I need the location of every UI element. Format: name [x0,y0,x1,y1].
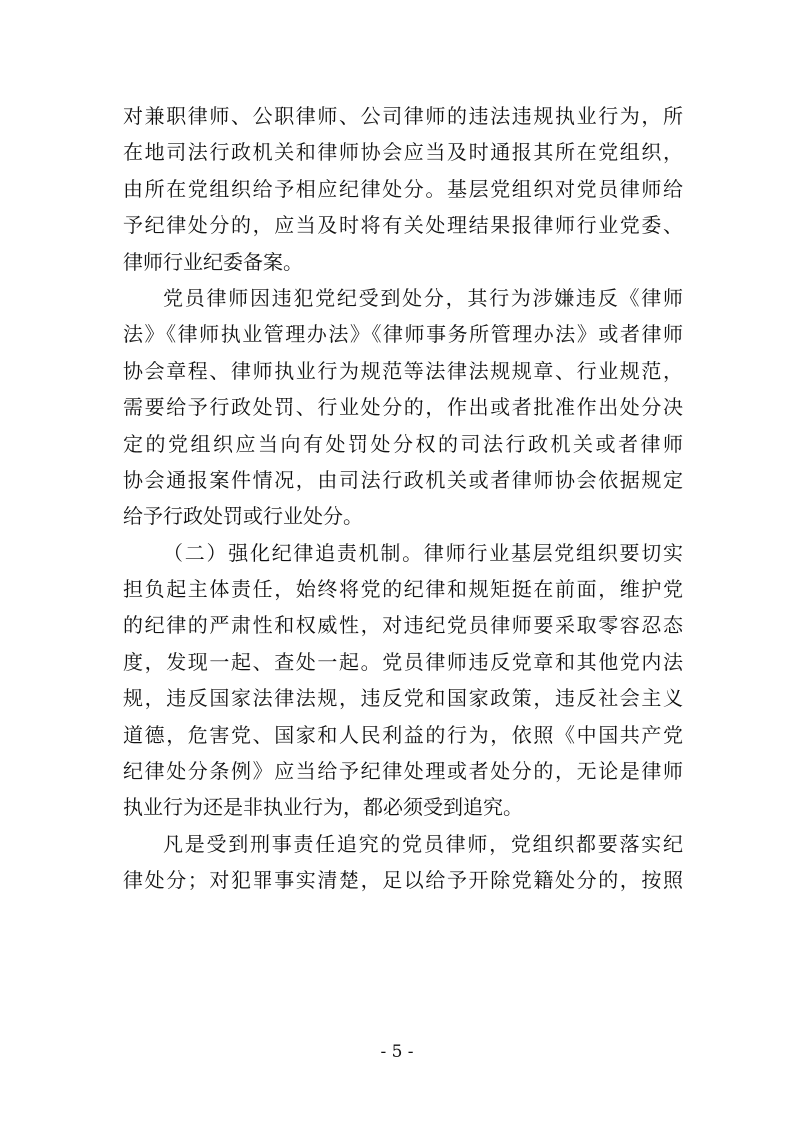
document-body [123,98,683,899]
text-line: 协会章程、律师执业行为规范等法律法规规章、行业规范， [123,358,683,383]
paragraph-2 [123,280,683,535]
text-line: 律师行业纪委备案。 [123,249,303,274]
text-line: 纪律处分条例》应当给予纪律处理或者处分的，无论是律师 [123,759,683,784]
text-line: 予纪律处分的，应当及时将有关处理结果报律师行业党委、 [123,213,683,238]
page-number: - 5 - [380,1042,414,1062]
text-line: 的纪律的严肃性和权威性，对违纪党员律师要采取零容忍态 [123,613,683,638]
text-line: （二）强化纪律追责机制。律师行业基层党组织要切实 [163,540,683,565]
text-line: 在地司法行政机关和律师协会应当及时通报其所在党组织， [123,140,683,165]
text-line: 规，违反国家法律法规，违反党和国家政策，违反社会主义 [123,686,683,711]
text-line: 担负起主体责任，始终将党的纪律和规矩挺在前面，维护党 [123,577,683,602]
text-line: 凡是受到刑事责任追究的党员律师，党组织都要落实纪 [163,831,683,856]
text-line: 协会通报案件情况，由司法行政机关或者律师协会依据规定 [123,467,683,492]
text-line: 律处分；对犯罪事实清楚，足以给予开除党籍处分的，按照 [123,868,683,893]
text-line: 党员律师因违犯党纪受到处分，其行为涉嫌违反《律师 [163,285,683,310]
text-line: 法》《律师执业管理办法》《律师事务所管理办法》或者律师 [123,322,683,347]
text-line: 定的党组织应当向有处罚处分权的司法行政机关或者律师 [123,431,683,456]
paragraph-4 [123,826,683,899]
paragraph-1 [123,98,683,280]
text-line: 执业行为还是非执业行为，都必须受到追究。 [123,795,523,820]
paragraph-3 [123,535,683,826]
text-line: 给予行政处罚或行业处分。 [123,504,363,529]
text-line: 度，发现一起、查处一起。党员律师违反党章和其他党内法 [123,649,683,674]
text-line: 对兼职律师、公职律师、公司律师的违法违规执业行为，所 [123,104,683,128]
text-line: 道德，危害党、国家和人民利益的行为，依照《中国共产党 [123,722,683,747]
text-line: 由所在党组织给予相应纪律处分。基层党组织对党员律师给 [123,176,683,201]
text-line: 需要给予行政处罚、行业处分的，作出或者批准作出处分决 [123,395,683,420]
